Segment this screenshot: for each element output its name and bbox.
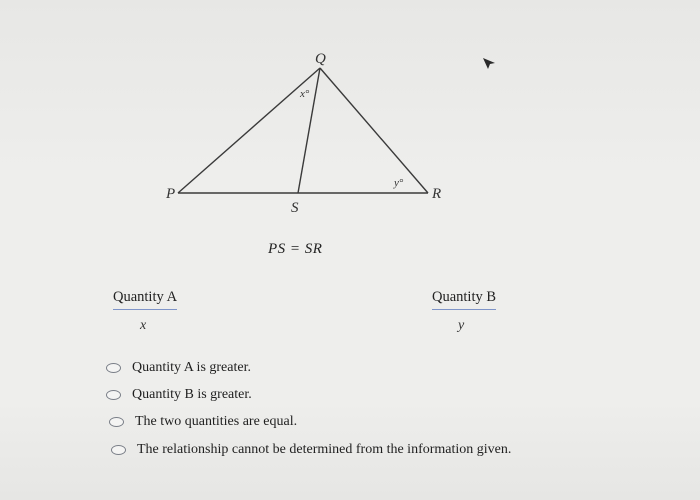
quantity-b-label: Quantity B	[432, 289, 496, 310]
quantity-a-value: x	[140, 318, 147, 333]
answer-option-a[interactable]	[106, 360, 251, 376]
answer-option-d[interactable]	[111, 442, 511, 458]
answer-option-label: Quantity B is greater.	[132, 387, 252, 402]
quantity-a-label: Quantity A	[113, 289, 177, 310]
angle-label-x: x°	[300, 88, 310, 100]
given-condition: PS = SR	[268, 241, 323, 257]
answer-option-c[interactable]	[109, 414, 297, 430]
radio-button-icon[interactable]	[111, 445, 126, 455]
quantity-b-value: y	[458, 318, 465, 333]
angle-label-y: y°	[394, 177, 404, 189]
radio-button-icon[interactable]	[106, 390, 121, 400]
radio-button-icon[interactable]	[106, 363, 121, 373]
point-label-s: S	[291, 200, 299, 216]
answer-option-label: The two quantities are equal.	[135, 414, 298, 429]
point-label-r: R	[432, 186, 442, 202]
answer-option-b[interactable]	[106, 387, 252, 403]
answer-option-label: The relationship cannot be determined from the information given.	[137, 442, 512, 457]
answer-option-label: Quantity A is greater.	[132, 360, 251, 375]
radio-button-icon[interactable]	[109, 417, 124, 427]
point-label-p: P	[166, 186, 176, 202]
point-label-q: Q	[315, 51, 326, 67]
